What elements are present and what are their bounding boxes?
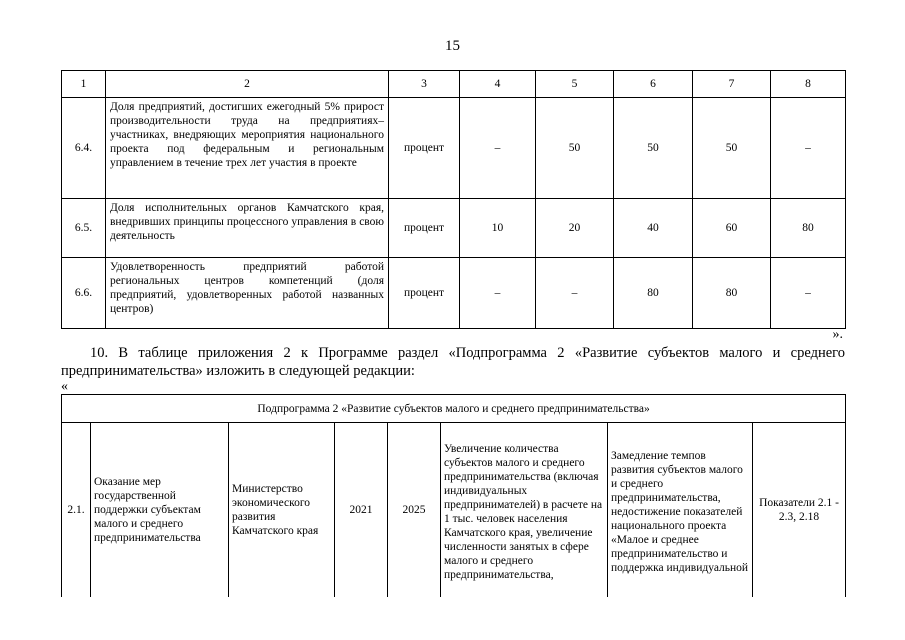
value-cell: 50 bbox=[693, 98, 771, 199]
value-cell: – bbox=[536, 258, 614, 329]
header-cell: 7 bbox=[693, 71, 771, 98]
expected-result: Увеличение количества субъектов малого и среднего предпринимательства (включая индивидуальных предпринимателей) в расчете на 1 тыс. человек населения Камчатского края, увеличение численности занятых в сфере малого и среднего предпринимательства, bbox=[441, 423, 608, 598]
header-cell: 2 bbox=[106, 71, 389, 98]
header-cell: 6 bbox=[614, 71, 693, 98]
value-cell: 10 bbox=[460, 199, 536, 258]
value-cell: 80 bbox=[614, 258, 693, 329]
header-cell: 1 bbox=[62, 71, 106, 98]
table-row bbox=[62, 98, 846, 199]
value-cell: – bbox=[771, 258, 846, 329]
page-number: 15 bbox=[445, 38, 460, 54]
value-cell: 20 bbox=[536, 199, 614, 258]
header-cell: 8 bbox=[771, 71, 846, 98]
table-row bbox=[62, 423, 846, 598]
indicator-name: Удовлетворенность предприятий работой региональных центров компетенций (доля предприятий, удовлетворенных работой названных центров) bbox=[106, 258, 389, 329]
linked-indicators: Показатели 2.1 - 2.3, 2.18 bbox=[753, 423, 846, 598]
value-cell: 50 bbox=[536, 98, 614, 199]
value-cell: 60 bbox=[693, 199, 771, 258]
row-number: 6.5. bbox=[62, 199, 106, 258]
consequences: Замедление темпов развития субъектов малого и среднего предпринимательства, недостижение показателей национального проекта «Малое и среднее предпринимательство и поддержка индивидуальной bbox=[608, 423, 753, 598]
row-number: 6.4. bbox=[62, 98, 106, 199]
start-year: 2021 bbox=[335, 423, 388, 598]
subprogram-title: Подпрограмма 2 «Развитие субъектов малого и среднего предпринимательства» bbox=[62, 395, 846, 423]
value-cell: 40 bbox=[614, 199, 693, 258]
header-cell: 4 bbox=[460, 71, 536, 98]
measure-name: Оказание мер государственной поддержки субъектам малого и среднего предпринимательства bbox=[91, 423, 229, 598]
unit-cell: процент bbox=[389, 98, 460, 199]
row-number: 2.1. bbox=[62, 423, 91, 598]
value-cell: – bbox=[460, 258, 536, 329]
unit-cell: процент bbox=[389, 199, 460, 258]
value-cell: 50 bbox=[614, 98, 693, 199]
unit-cell: процент bbox=[389, 258, 460, 329]
indicators-header-row bbox=[62, 71, 846, 98]
closing-quote: ». bbox=[832, 327, 843, 342]
header-cell: 5 bbox=[536, 71, 614, 98]
value-cell: 80 bbox=[693, 258, 771, 329]
end-year: 2025 bbox=[388, 423, 441, 598]
subprogram-title-row bbox=[62, 395, 846, 423]
executor-name: Министерство экономического развития Камчатского края bbox=[229, 423, 335, 598]
indicator-name: Доля исполнительных органов Камчатского края, внедривших принципы процессного управления в свою деятельность bbox=[106, 199, 389, 258]
indicators-table bbox=[61, 70, 846, 329]
table-row bbox=[62, 258, 846, 329]
table-row bbox=[62, 199, 846, 258]
opening-quote: « bbox=[61, 379, 68, 394]
value-cell: – bbox=[460, 98, 536, 199]
header-cell: 3 bbox=[389, 71, 460, 98]
value-cell: – bbox=[771, 98, 846, 199]
amendment-paragraph: 10. В таблице приложения 2 к Программе раздел «Подпрограмма 2 «Развитие субъектов малого и среднего предпринимательства» изложить в следующей редакции: bbox=[61, 345, 845, 379]
row-number: 6.6. bbox=[62, 258, 106, 329]
value-cell: 80 bbox=[771, 199, 846, 258]
subprogram-table bbox=[61, 394, 846, 597]
indicator-name: Доля предприятий, достигших ежегодный 5% прирост производительности труда на предприятиях–участниках, внедряющих мероприятия национального проекта под федеральным и региональным управлением в течение трех лет участия в проекте bbox=[106, 98, 389, 199]
